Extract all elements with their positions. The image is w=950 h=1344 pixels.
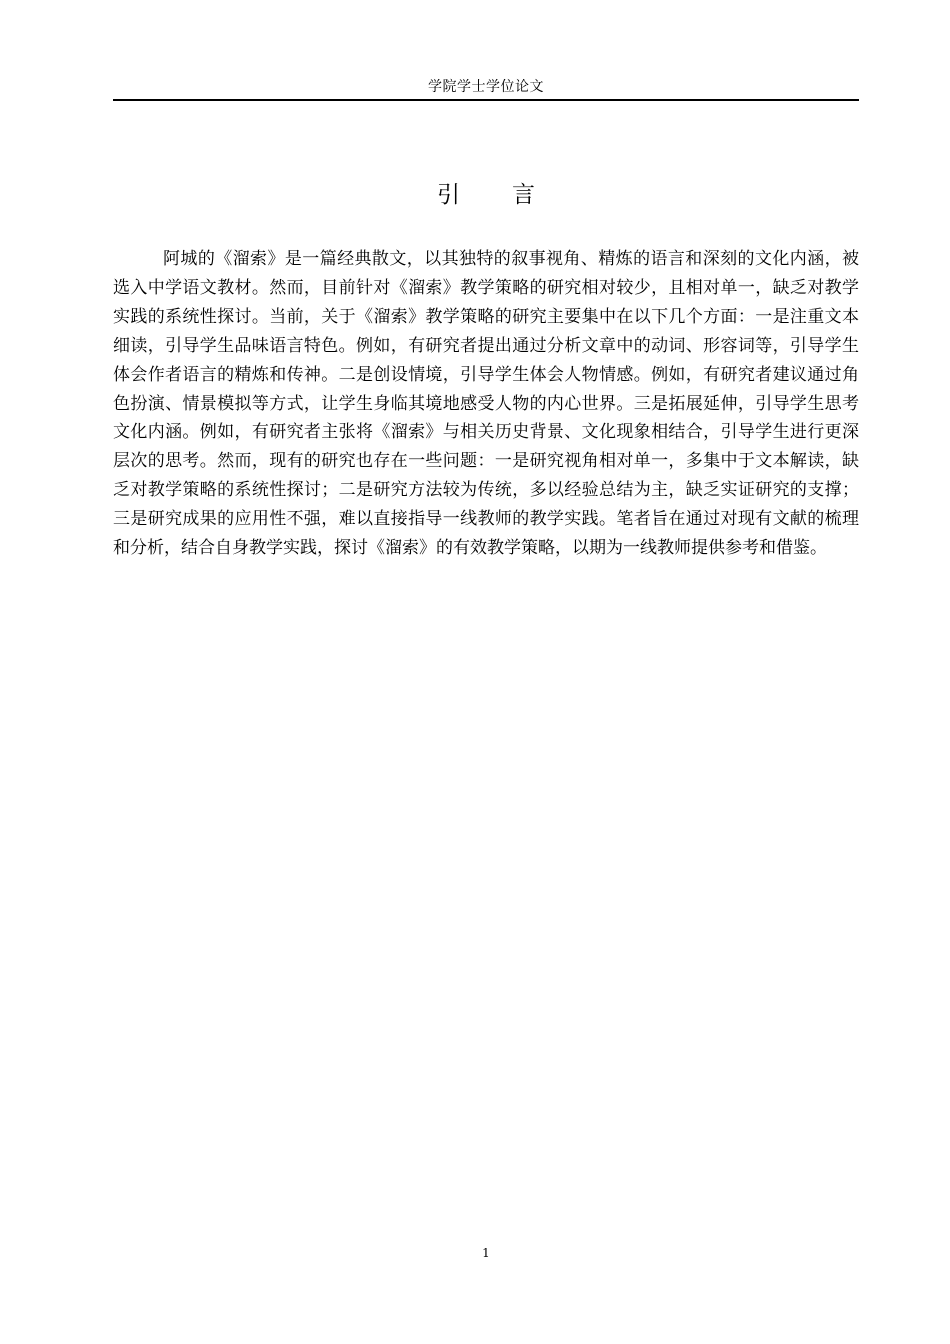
header-rule <box>113 99 859 101</box>
running-header: 学院学士学位论文 <box>428 79 544 95</box>
page-number: 1 <box>482 1246 490 1260</box>
section-title: 引言 <box>437 182 587 208</box>
body-paragraph: 阿城的《溜索》是一篇经典散文，以其独特的叙事视角、精炼的语言和深刻的文化内涵，被选入中学语文教材。然而，目前针对《溜索》教学策略的研究相对较少，且相对单一，缺乏对教学实践的系统性探讨。当前，关于《溜索》教学策略的研究主要集中在以下几个方面：一是注重文本细读，引导学生品味语言特色。例如，有研究者提出通过分析文章中的动词、形容词等，引导学生体会作者语言的精炼和传神。二是创设情境，引导学生体会人物情感。例如，有研究者建议通过角色扮演、情景模拟等方式，让学生身临其境地感受人物的内心世界。三是拓展延伸，引导学生思考文化内涵。例如，有研究者主张将《溜索》与相关历史背景、文化现象相结合，引导学生进行更深层次的思考。然而，现有的研究也存在一些问题：一是研究视角相对单一，多集中于文本解读，缺乏对教学策略的系统性探讨；二是研究方法较为传统，多以经验总结为主，缺乏实证研究的支撑；三是研究成果的应用性不强，难以直接指导一线教师的教学实践。笔者旨在通过对现有文献的梳理和分析，结合自身教学实践，探讨《溜索》的有效教学策略，以期为一线教师提供参考和借鉴。 <box>113 249 859 559</box>
